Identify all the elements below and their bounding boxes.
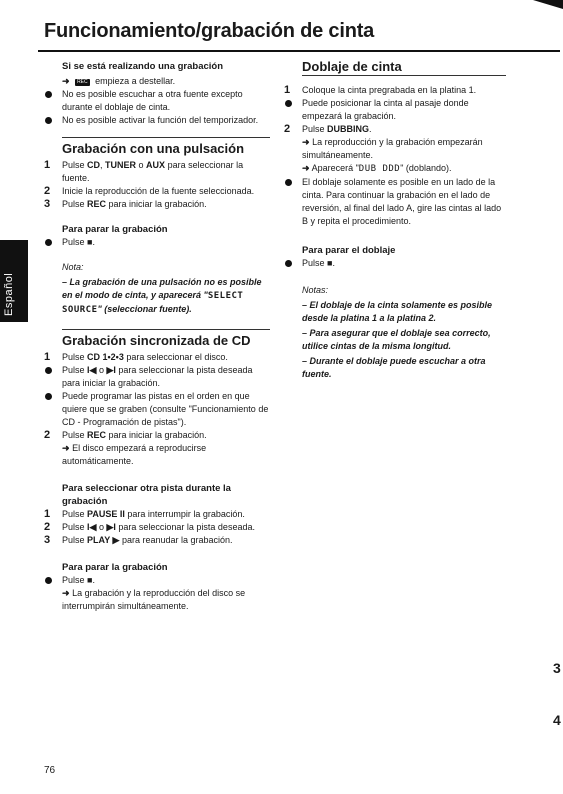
right-column [284, 60, 506, 381]
language-tab [0, 240, 28, 322]
arrow-icon: ➜ [62, 76, 70, 86]
section-rule [62, 137, 270, 138]
step-text: para seleccionar la pista deseada para iniciar la grabación. [62, 365, 253, 388]
result-line [302, 162, 506, 176]
arrow-icon: ➜ [302, 163, 310, 173]
bullet-icon [45, 91, 52, 98]
step-text: Pulse [62, 575, 88, 585]
stop-icon: ■ [87, 237, 93, 247]
left-column [44, 60, 270, 613]
next-track-icon: ▶I [106, 365, 116, 375]
synchro-heading: Grabación sincronizada de CD [62, 333, 251, 348]
rec-flash-text: empieza a destellar. [95, 76, 176, 86]
note-text: – Para asegurar que el doblaje sea correcto, utilice cintas de la misma longitud. [302, 328, 491, 351]
section-rule [62, 329, 270, 330]
bullet-icon [285, 179, 292, 186]
section-rule [302, 75, 506, 76]
key-label: DUBBING [327, 124, 370, 134]
step-number: 3 [44, 534, 51, 546]
step-text: Pulse [302, 124, 328, 134]
step-item [44, 429, 270, 442]
step-item [44, 351, 270, 364]
step-text: . [92, 237, 95, 247]
display-text: DUB DDD [358, 164, 401, 174]
step-item [284, 123, 506, 136]
step-text: Pulse [62, 365, 88, 375]
rec-indicator: REC [77, 79, 88, 85]
bullet-text: No es posible activar la función del temporizador. [62, 115, 259, 125]
page-number: 76 [44, 765, 56, 776]
step-number: 1 [44, 351, 51, 363]
key-label: TUNER [105, 160, 137, 170]
bullet-icon [285, 260, 292, 267]
step-text: Inicie la reproducción de la fuente seleccionada. [62, 186, 255, 196]
key-label: CD 1•2•3 [87, 352, 124, 362]
dubbing-heading: Doblaje de cinta [302, 59, 402, 74]
step-text: Coloque la cinta pregrabada en la platina 1. [302, 85, 477, 95]
step-text: para seleccionar el disco. [123, 352, 228, 362]
step-item [44, 521, 270, 534]
one-touch-heading: Grabación con una pulsación [62, 141, 245, 156]
step-number: 2 [44, 521, 51, 533]
result-line [62, 587, 270, 613]
step-number: 2 [44, 429, 51, 441]
step-text: Pulse [62, 430, 88, 440]
previous-track-icon: I◀ [87, 522, 97, 532]
bullet-text: Puede posicionar la cinta al pasaje donde empezará la grabación. [302, 98, 469, 121]
list-item [44, 364, 270, 390]
result-line [62, 442, 270, 468]
arrow-icon: ➜ [62, 588, 70, 598]
step-text: para iniciar la grabación. [106, 199, 207, 209]
step-text: Pulse [62, 535, 88, 545]
stop-dubbing-heading: Para parar el doblaje [302, 245, 396, 256]
bullet-icon [45, 239, 52, 246]
step-text: para reanudar la grabación. [119, 535, 233, 545]
rec-flash-line [62, 75, 270, 88]
note-part: " (seleccionar fuente). [97, 304, 192, 314]
bullet-icon [45, 577, 52, 584]
result-text: " (doblando). [400, 163, 452, 173]
next-track-icon: ▶I [106, 522, 116, 532]
list-item [44, 574, 270, 587]
bullet-icon [45, 117, 52, 124]
previous-track-icon: I◀ [87, 365, 97, 375]
step-number: 1 [44, 159, 51, 171]
key-label: REC [87, 199, 107, 209]
list-item [284, 97, 506, 123]
result-text: La reproducción y la grabación empezarán simultáneamente. [302, 137, 483, 160]
bullet-icon [45, 367, 52, 374]
stop-sync-recording-heading: Para parar la grabación [62, 562, 168, 573]
language-tab-label: Español [3, 272, 15, 316]
page-title: Funcionamiento/grabación de cinta [44, 20, 375, 42]
step-item [44, 185, 270, 198]
step-text: para iniciar la grabación. [106, 430, 207, 440]
key-label: PLAY ▶ [87, 535, 120, 545]
key-label: AUX [146, 160, 166, 170]
corner-mark [533, 0, 563, 9]
step-number: 1 [284, 84, 291, 96]
stop-icon: ■ [327, 258, 333, 268]
step-number: 2 [284, 123, 291, 135]
list-item [44, 114, 270, 127]
step-text: Pulse [302, 258, 328, 268]
step-text: Pulse [62, 352, 88, 362]
list-item [284, 176, 506, 228]
result-text: La grabación y la reproducción del disco se interrumpirán simultáneamente. [62, 588, 246, 611]
list-item [44, 88, 270, 114]
edge-mark: 4 [553, 712, 561, 728]
step-number: 1 [44, 508, 51, 520]
list-item [44, 236, 270, 249]
select-track-heading: Para seleccionar otra pista durante la grabación [62, 483, 231, 507]
key-label: PAUSE II [87, 509, 125, 519]
result-line [302, 136, 506, 162]
note-label: Nota: [62, 262, 84, 272]
step-text: o [96, 365, 107, 375]
key-label: CD [87, 160, 101, 170]
recording-in-progress-heading: Si se está realizando una grabación [62, 61, 224, 72]
step-item [44, 198, 270, 211]
arrow-icon: ➜ [302, 137, 310, 147]
note-text: – Durante el doblaje puede escuchar a otra fuente. [302, 356, 486, 379]
bullet-icon [285, 100, 292, 107]
bullet-text: El doblaje solamente es posible en un lado de la cinta. Para continuar la grabación en el lado de reversión, al final del lado A, gire las cintas al lado B y repita el procedimiento. [302, 177, 502, 226]
step-text: o [136, 160, 147, 170]
bullet-text: Puede programar las pistas en el orden en que quiere que se graben (consulte "Funcionamiento de CD - Programación de pistas"). [62, 391, 269, 427]
step-text: para seleccionar la pista deseada. [115, 522, 255, 532]
bullet-icon [45, 393, 52, 400]
step-text: Pulse [62, 237, 88, 247]
notes-label: Notas: [302, 285, 329, 295]
step-text: . [332, 258, 335, 268]
step-text: Pulse [62, 522, 88, 532]
step-number: 3 [44, 198, 51, 210]
key-label: REC [87, 430, 107, 440]
note-part: – La grabación de una pulsación no es posible en el modo de cinta, y aparecerá " [62, 277, 262, 300]
edge-mark: 3 [553, 660, 561, 676]
step-text: o [96, 522, 107, 532]
step-text: para interrumpir la grabación. [124, 509, 245, 519]
note-text [62, 276, 270, 317]
stop-icon: ■ [87, 575, 93, 585]
bullet-text: No es posible escuchar a otra fuente excepto durante el doblaje de cinta. [62, 89, 243, 112]
step-text: para seleccionar la fuente. [62, 160, 244, 183]
note-text: – El doblaje de la cinta solamente es posible desde la platina 1 a la platina 2. [302, 300, 493, 323]
step-text: . [92, 575, 95, 585]
step-item [44, 159, 270, 185]
result-text: El disco empezará a reproducirse automáticamente. [62, 443, 207, 466]
list-item [284, 257, 506, 270]
list-item [44, 390, 270, 429]
title-rule [38, 50, 560, 52]
step-text: Pulse [62, 160, 88, 170]
step-text: . [369, 124, 372, 134]
display-text: SELECT SOURCE [62, 291, 244, 315]
step-text: , [100, 160, 106, 170]
step-item [44, 534, 270, 547]
stop-recording-heading: Para parar la grabación [62, 224, 168, 235]
step-text: Pulse [62, 199, 88, 209]
step-text: Pulse [62, 509, 88, 519]
step-item [44, 508, 270, 521]
arrow-icon: ➜ [62, 443, 70, 453]
step-item [284, 84, 506, 97]
step-number: 2 [44, 185, 51, 197]
result-text: Aparecerá " [311, 163, 359, 173]
